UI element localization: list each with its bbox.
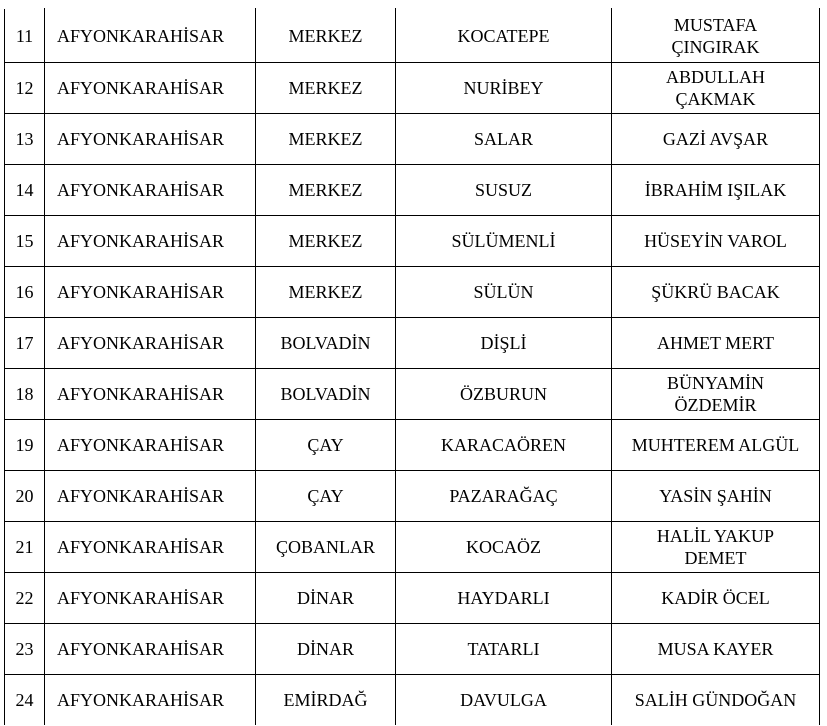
headman-name-cell <box>612 63 820 114</box>
headman-name-cell <box>612 420 820 471</box>
row-number-cell <box>5 114 45 165</box>
village-cell <box>396 675 612 726</box>
headman-name-cell-text: ABDULLAH ÇAKMAK <box>666 67 765 109</box>
row-number-cell <box>5 573 45 624</box>
district-cell-text: BOLVADİN <box>280 384 371 404</box>
village-cell-text: SÜLÜN <box>473 282 534 302</box>
headman-name-cell-text: MUSTAFA ÇINGIRAK <box>671 14 760 57</box>
row-number-cell <box>5 624 45 675</box>
headman-name-cell-text: BÜNYAMİN ÖZDEMİR <box>666 373 764 415</box>
district-cell-text: BOLVADİN <box>280 333 371 353</box>
village-cell-text: DAVULGA <box>460 690 547 710</box>
district-cell <box>256 114 396 165</box>
headman-name-cell-text: İBRAHİM IŞILAK <box>644 180 787 200</box>
headman-name-cell <box>612 114 820 165</box>
row-number-cell-text: 22 <box>15 588 34 608</box>
table-row <box>5 63 820 114</box>
district-cell <box>256 624 396 675</box>
district-cell <box>256 9 396 63</box>
headman-name-cell <box>612 9 820 63</box>
province-cell-text: AFYONKARAHİSAR <box>57 282 225 302</box>
headman-name-cell-text: GAZİ AVŞAR <box>662 129 769 149</box>
row-number-cell <box>5 420 45 471</box>
province-cell-text: AFYONKARAHİSAR <box>57 486 225 506</box>
village-cell-text: SÜLÜMENLİ <box>451 231 556 251</box>
province-cell-text: AFYONKARAHİSAR <box>57 78 225 98</box>
village-cell <box>396 9 612 63</box>
village-cell <box>396 165 612 216</box>
village-cell-text: SALAR <box>473 129 533 149</box>
district-cell-text: ÇAY <box>307 486 344 506</box>
district-cell <box>256 267 396 318</box>
village-cell <box>396 471 612 522</box>
row-number-cell <box>5 471 45 522</box>
province-cell-text: AFYONKARAHİSAR <box>57 588 225 608</box>
district-cell-text: MERKEZ <box>288 25 363 46</box>
village-cell <box>396 573 612 624</box>
district-cell <box>256 471 396 522</box>
headman-name-cell <box>612 216 820 267</box>
province-cell <box>45 63 256 114</box>
province-cell <box>45 624 256 675</box>
district-cell <box>256 369 396 420</box>
muhtar-table <box>4 8 820 726</box>
village-cell <box>396 114 612 165</box>
province-cell-text: AFYONKARAHİSAR <box>57 333 225 353</box>
row-number-cell-text: 12 <box>15 78 34 98</box>
headman-name-cell <box>612 471 820 522</box>
table-body <box>5 9 820 726</box>
province-cell <box>45 471 256 522</box>
province-cell-text: AFYONKARAHİSAR <box>57 231 225 251</box>
district-cell-text: EMİRDAĞ <box>283 690 368 710</box>
headman-name-cell-text: HÜSEYİN VAROL <box>644 231 787 251</box>
province-cell <box>45 675 256 726</box>
headman-name-cell-text: SALİH GÜNDOĞAN <box>634 690 797 710</box>
headman-name-cell-text: MUHTEREM ALGÜL <box>631 435 800 455</box>
table-row <box>5 114 820 165</box>
headman-name-cell <box>612 318 820 369</box>
village-cell <box>396 63 612 114</box>
province-cell <box>45 522 256 573</box>
province-cell <box>45 573 256 624</box>
village-cell-text: HAYDARLI <box>457 588 550 608</box>
row-number-cell-text: 11 <box>15 25 34 46</box>
district-cell-text: MERKEZ <box>288 180 363 200</box>
village-cell-text: TATARLI <box>467 639 540 659</box>
district-cell-text: ÇAY <box>307 435 344 455</box>
headman-name-cell <box>612 522 820 573</box>
district-cell <box>256 573 396 624</box>
district-cell-text: MERKEZ <box>288 231 363 251</box>
village-cell-text: SUSUZ <box>474 180 532 200</box>
headman-name-cell <box>612 165 820 216</box>
province-cell-text: AFYONKARAHİSAR <box>57 690 225 710</box>
headman-name-cell-text: ŞÜKRÜ BACAK <box>651 282 780 302</box>
district-cell-text: DİNAR <box>297 588 354 608</box>
row-number-cell <box>5 522 45 573</box>
table-row <box>5 267 820 318</box>
district-cell <box>256 216 396 267</box>
row-number-cell-text: 21 <box>15 537 34 557</box>
province-cell-text: AFYONKARAHİSAR <box>57 537 225 557</box>
row-number-cell-text: 18 <box>15 384 34 404</box>
headman-name-cell-text: HALİL YAKUP DEMET <box>656 526 775 568</box>
province-cell <box>45 216 256 267</box>
table-row <box>5 573 820 624</box>
district-cell <box>256 420 396 471</box>
row-number-cell <box>5 369 45 420</box>
row-number-cell-text: 16 <box>15 282 34 302</box>
district-cell <box>256 318 396 369</box>
province-cell <box>45 165 256 216</box>
village-cell-text: KOCATEPE <box>457 25 550 46</box>
district-cell <box>256 63 396 114</box>
headman-name-cell <box>612 675 820 726</box>
province-cell <box>45 114 256 165</box>
village-cell-text: PAZARAĞAÇ <box>449 486 558 506</box>
village-cell <box>396 420 612 471</box>
table-row <box>5 216 820 267</box>
province-cell <box>45 267 256 318</box>
table-row <box>5 675 820 726</box>
row-number-cell <box>5 165 45 216</box>
table-row <box>5 420 820 471</box>
province-cell <box>45 369 256 420</box>
village-cell <box>396 369 612 420</box>
row-number-cell <box>5 675 45 726</box>
row-number-cell-text: 24 <box>15 690 34 710</box>
row-number-cell-text: 19 <box>15 435 34 455</box>
table-row <box>5 9 820 63</box>
village-cell <box>396 522 612 573</box>
table-row <box>5 165 820 216</box>
district-cell-text: DİNAR <box>297 639 354 659</box>
province-cell-text: AFYONKARAHİSAR <box>57 25 225 46</box>
village-cell <box>396 624 612 675</box>
table-row <box>5 624 820 675</box>
headman-name-cell-text: YASİN ŞAHİN <box>659 486 772 506</box>
province-cell-text: AFYONKARAHİSAR <box>57 384 225 404</box>
row-number-cell-text: 17 <box>15 333 34 353</box>
province-cell-text: AFYONKARAHİSAR <box>57 180 225 200</box>
table-row <box>5 369 820 420</box>
row-number-cell-text: 15 <box>15 231 34 251</box>
village-cell-text: KOCAÖZ <box>466 537 541 557</box>
province-cell-text: AFYONKARAHİSAR <box>57 129 225 149</box>
district-cell <box>256 165 396 216</box>
row-number-cell-text: 14 <box>15 180 34 200</box>
row-number-cell-text: 13 <box>15 129 34 149</box>
row-number-cell <box>5 318 45 369</box>
district-cell <box>256 675 396 726</box>
village-cell <box>396 318 612 369</box>
district-cell <box>256 522 396 573</box>
headman-name-cell <box>612 369 820 420</box>
village-cell-text: DİŞLİ <box>480 333 527 353</box>
headman-name-cell <box>612 624 820 675</box>
headman-name-cell-text: AHMET MERT <box>656 333 775 353</box>
row-number-cell <box>5 9 45 63</box>
district-cell-text: MERKEZ <box>288 129 363 149</box>
row-number-cell <box>5 267 45 318</box>
row-number-cell <box>5 63 45 114</box>
table-row <box>5 471 820 522</box>
village-cell-text: NURİBEY <box>463 78 544 98</box>
province-cell-text: AFYONKARAHİSAR <box>57 639 225 659</box>
province-cell <box>45 9 256 63</box>
district-cell-text: MERKEZ <box>288 282 363 302</box>
row-number-cell-text: 20 <box>15 486 34 506</box>
province-cell <box>45 318 256 369</box>
headman-name-cell-text: KADİR ÖCEL <box>661 588 770 608</box>
row-number-cell <box>5 216 45 267</box>
headman-name-cell-text: MUSA KAYER <box>657 639 774 659</box>
headman-name-cell <box>612 267 820 318</box>
village-cell-text: KARACAÖREN <box>440 435 566 455</box>
table-row <box>5 522 820 573</box>
province-cell-text: AFYONKARAHİSAR <box>57 435 225 455</box>
table-row <box>5 318 820 369</box>
district-cell-text: ÇOBANLAR <box>275 537 375 557</box>
headman-name-cell <box>612 573 820 624</box>
province-cell <box>45 420 256 471</box>
village-cell <box>396 216 612 267</box>
village-cell-text: ÖZBURUN <box>459 384 547 404</box>
village-cell <box>396 267 612 318</box>
district-cell-text: MERKEZ <box>288 78 363 98</box>
row-number-cell-text: 23 <box>15 639 34 659</box>
